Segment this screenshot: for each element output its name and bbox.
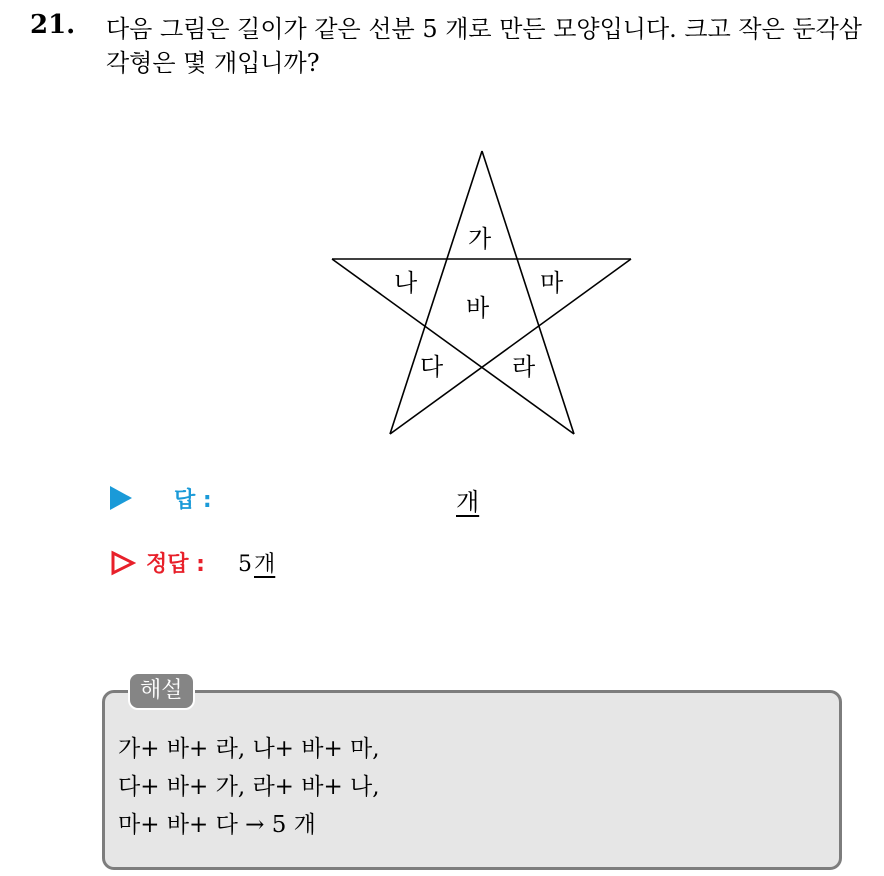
correct-answer-number: 5 xyxy=(238,552,252,577)
segment-4 xyxy=(332,259,574,434)
question-number: 21. xyxy=(30,10,76,40)
answer-unit: 개 xyxy=(456,488,480,516)
region-label-ga: 가 xyxy=(468,225,492,253)
explanation-line-2: 다+ 바+ 가, 라+ 바+ 나, xyxy=(118,774,380,800)
correct-answer-value xyxy=(238,547,275,578)
explanation-line-1: 가+ 바+ 라, 나+ 바+ 마, xyxy=(118,736,380,762)
region-label-na: 나 xyxy=(394,269,418,297)
question-text: 다음 그림은 길이가 같은 선분 5 개로 만든 모양입니다. 크고 작은 둔각삼각형은 몇 개입니까? xyxy=(106,15,862,77)
segment-5 xyxy=(390,259,631,434)
answer-row xyxy=(110,482,610,518)
star-svg xyxy=(320,140,640,440)
region-label-ma: 마 xyxy=(540,269,564,297)
correct-answer-unit: 개 xyxy=(254,552,276,577)
star-figure xyxy=(320,140,640,440)
region-label-ba: 바 xyxy=(466,294,490,322)
explanation-line-3: 마+ 바+ 다 → 5 개 xyxy=(118,812,316,838)
answer-label: 답 : xyxy=(174,488,212,513)
region-label-ra: 라 xyxy=(512,353,536,381)
explanation-lines xyxy=(118,730,380,844)
explanation-tag: 해설 xyxy=(128,672,195,710)
correct-answer-label: 정답 : xyxy=(146,552,205,577)
region-label-da: 다 xyxy=(420,353,444,381)
outline-arrow-icon xyxy=(110,550,136,576)
correct-answer-row xyxy=(110,545,610,581)
play-arrow-icon xyxy=(110,486,132,510)
